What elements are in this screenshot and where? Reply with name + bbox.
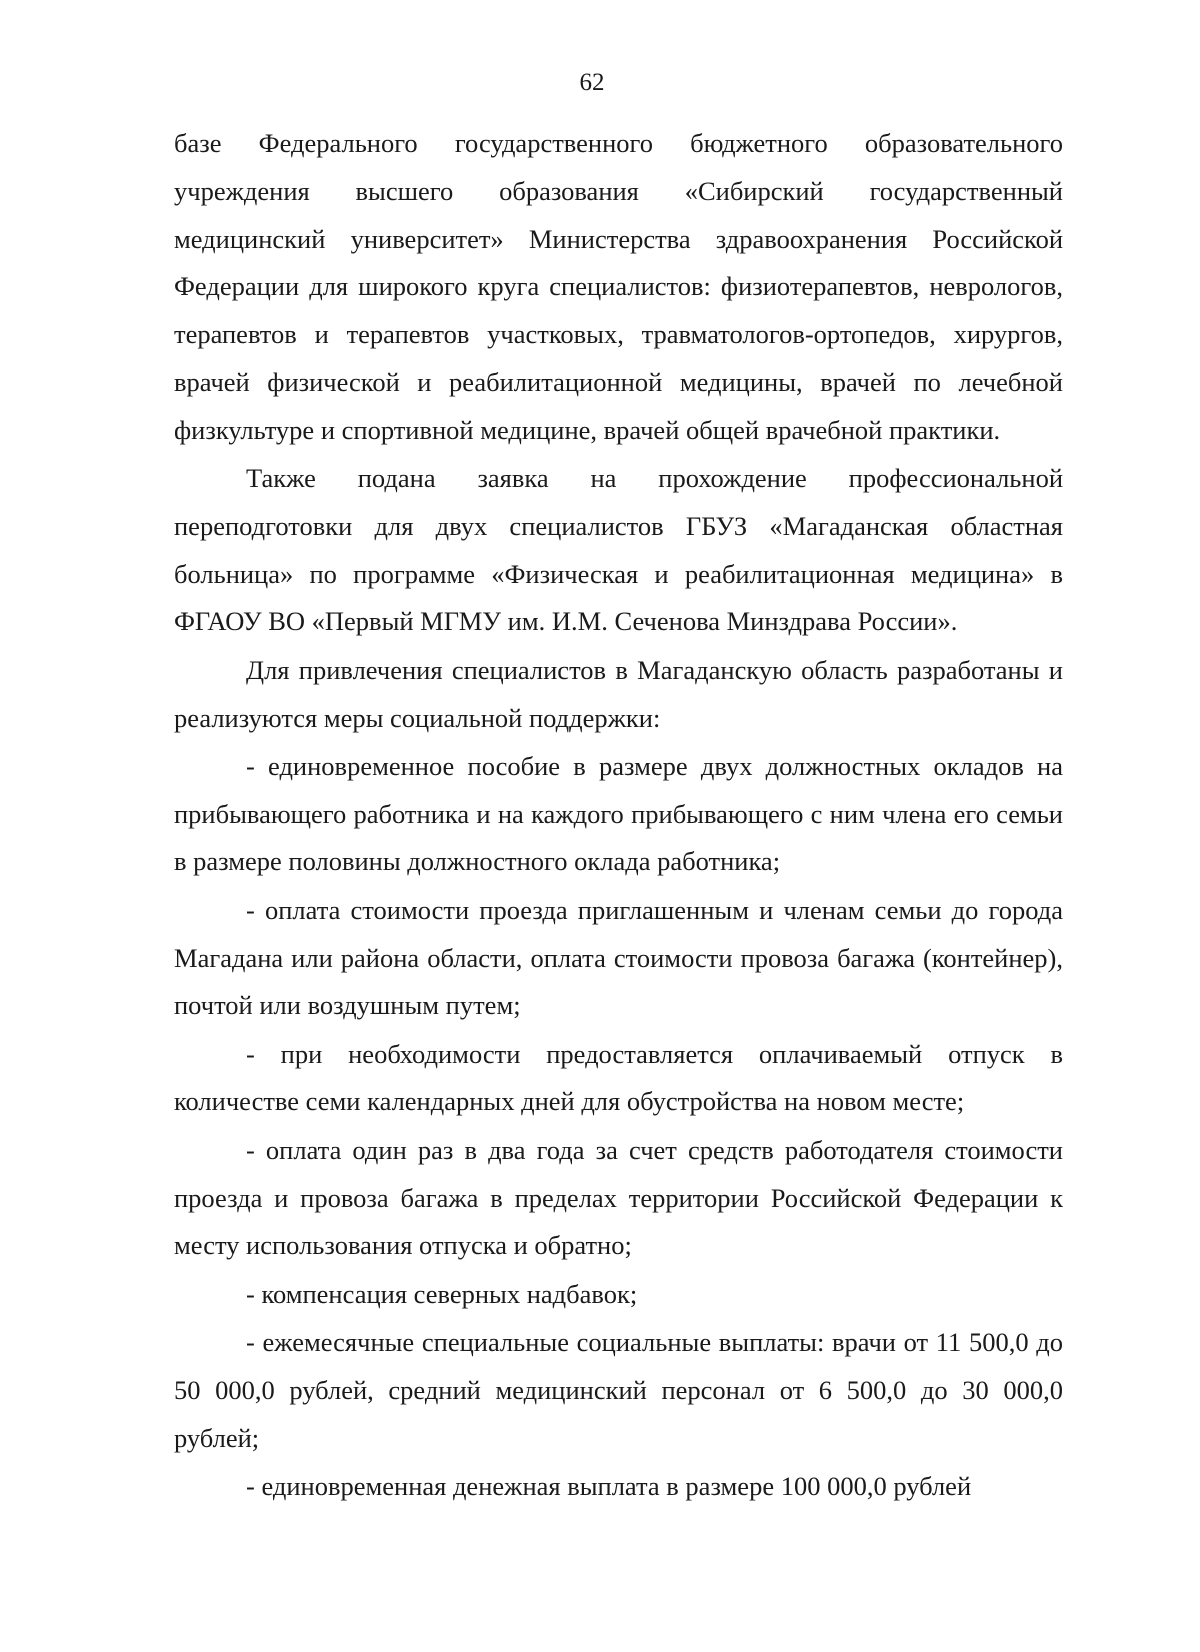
list-item-vacation-travel: - оплата один раз в два года за счет средств работодателя стоимости проезда и провоза багажа в пределах территории Российской Федерации к месту использования отпуска и обратно; [174, 1134, 1063, 1261]
paragraph-retraining-application: Также подана заявка на прохождение профессиональной переподготовки для двух специалистов ГБУЗ «Магаданская областная больница» по программе «Физическая и реабилитационная медицина» в ФГАОУ ВО «Первый МГМУ им. И.М. Сеченова Минздрава России». [174, 463, 1063, 637]
list-item-monthly-payments: - ежемесячные специальные социальные выплаты: врачи от 11 500,0 до 50 000,0 рублей, средний медицинский персонал от 6 500,0 до 30 000,0 рублей; [174, 1326, 1063, 1453]
list-item-travel-payment: - оплата стоимости проезда приглашенным и членам семьи до города Магадана или района области, оплата стоимости провоза багажа (контейнер), почтой или воздушным путем; [174, 894, 1063, 1021]
page-number: 62 [579, 69, 605, 96]
paragraph-continuation: базе Федерального государственного бюджетного образовательного учреждения высшего образования «Сибирский государственный медицинский университет» Министерства здравоохранения Российской Федерации для широкого круга специалистов: физиотерапевтов, неврологов, терапевтов и терапевтов участковых, травматологов-ортопедов, хирургов, врачей физической и реабилитационной медицины, врачей по лечебной физкультуре и спортивной медицине, врачей общей врачебной практики. [174, 128, 1063, 445]
list-item-northern-allowance: - компенсация северных надбавок; [246, 1278, 638, 1309]
list-item-one-time-payment: - единовременная денежная выплата в размере 100 000,0 рублей [246, 1470, 972, 1501]
list-item-one-time-allowance: - единовременное пособие в размере двух должностных окладов на прибывающего работника и на каждого прибывающего с ним члена его семьи в размере половины должностного оклада работника; [174, 750, 1063, 877]
document-body [174, 120, 1063, 1511]
paragraph-social-support-intro: Для привлечения специалистов в Магаданскую область разработаны и реализуются меры социальной поддержки: [174, 654, 1063, 733]
list-item-paid-leave: - при необходимости предоставляется оплачиваемый отпуск в количестве семи календарных дней для обустройства на новом месте; [174, 1038, 1063, 1117]
